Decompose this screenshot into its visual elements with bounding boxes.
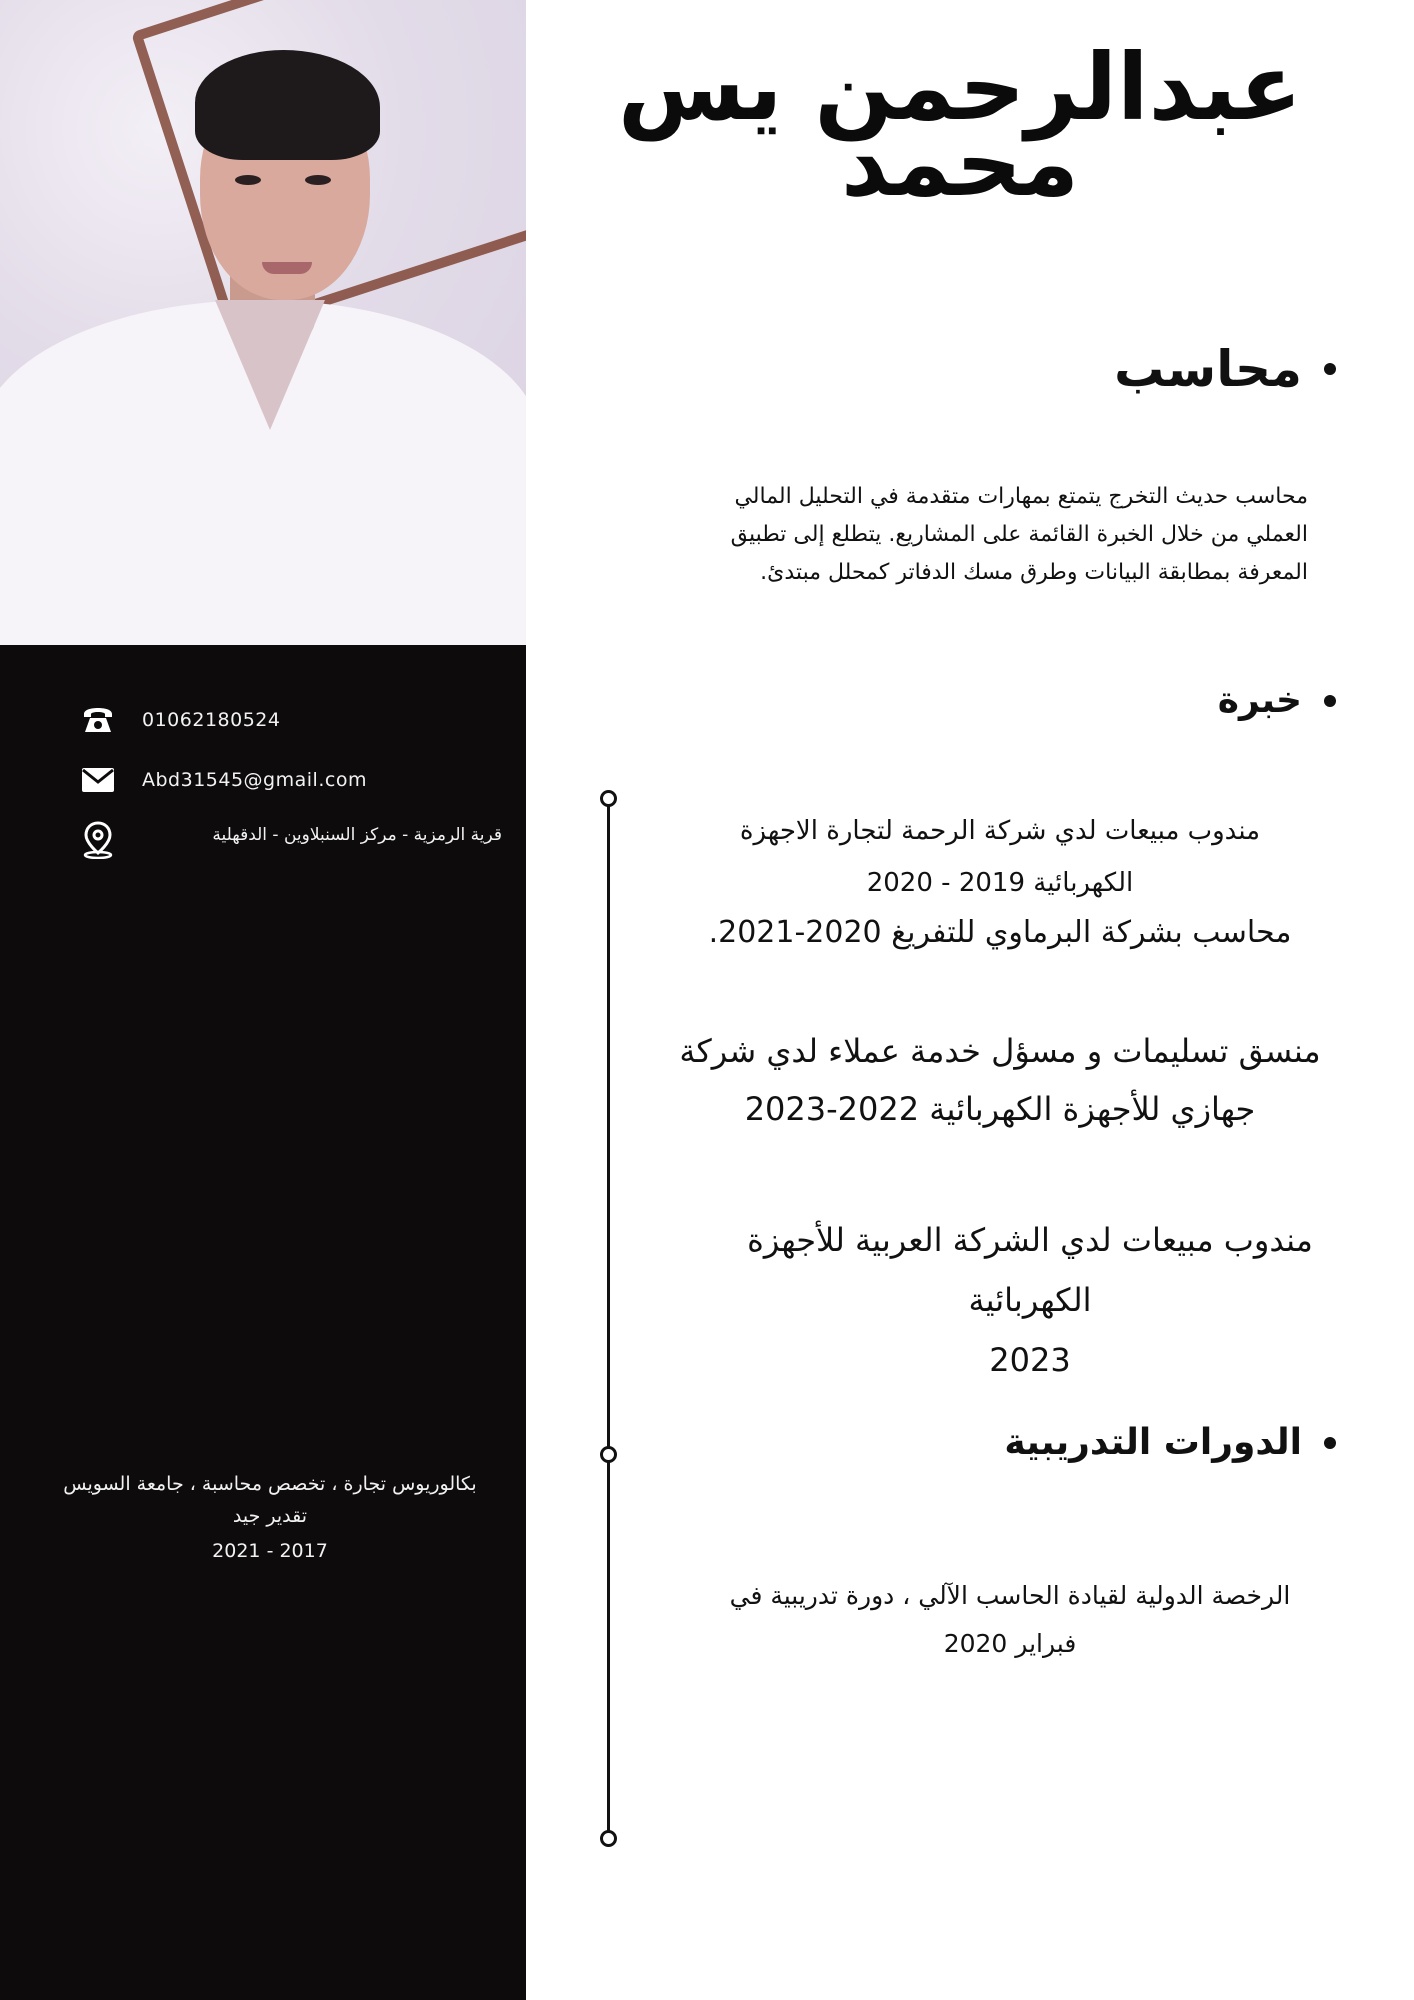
email-address[interactable]: Abd31545@gmail.com <box>142 769 367 791</box>
timeline-node <box>600 1446 617 1463</box>
profile-summary: محاسب حديث التخرج يتمتع بمهارات متقدمة في التحليل المالي العملي من خلال الخبرة القائمة على المشاريع. يتطلع إلى تطبيق المعرفة بمطابقة البيانات وطرق مسك الدفاتر كمحلل مبتدئ. <box>730 484 1308 585</box>
bullet-icon <box>1324 1437 1336 1449</box>
training-item: الرخصة الدولية لقيادة الحاسب الآلي ، دورة تدريبية في فبراير 2020 <box>729 1581 1291 1658</box>
education-years: 2017 - 2021 <box>212 1540 328 1562</box>
bullet-icon <box>1324 695 1336 707</box>
contact-address <box>80 822 520 882</box>
sidebar <box>0 0 526 2000</box>
location-pin-icon <box>80 822 116 858</box>
timeline-line <box>607 800 610 1840</box>
timeline-node <box>600 1830 617 1847</box>
experience-heading: خبرة <box>1218 680 1336 721</box>
contact-email <box>80 760 520 800</box>
experience-item: مندوب مبيعات لدي شركة الرحمة لتجارة الاجهزة الكهربائية 2019 - 2020 <box>739 816 1261 898</box>
address-text: قرية الرمزية - مركز السنبلاوين - الدقهلية <box>212 825 502 845</box>
experience-item: محاسب بشركة البرماوي للتفريغ 2020-2021. <box>708 915 1292 950</box>
experience-item: منسق تسليمات و مسؤل خدمة عملاء لدي شركة جهازي للأجهزة الكهربائية 2022-2023 <box>679 1032 1321 1128</box>
phone-icon <box>80 702 116 738</box>
experience-item: مندوب مبيعات لدي الشركة العربية للأجهزة الكهربائية 2023 <box>747 1221 1313 1379</box>
education-degree: بكالوريوس تجارة ، تخصص محاسبة ، جامعة السويس تقدير جيد <box>63 1473 477 1527</box>
bullet-icon <box>1324 363 1336 375</box>
mail-icon <box>80 762 116 798</box>
training-heading: الدورات التدريبية <box>1004 1422 1336 1463</box>
profile-photo <box>0 0 526 645</box>
person-name: عبدالرحمن يس محمد <box>617 34 1303 217</box>
contact-phone <box>80 700 520 740</box>
timeline-node <box>600 790 617 807</box>
phone-number[interactable]: 01062180524 <box>142 709 281 731</box>
job-title: محاسب <box>1114 340 1336 398</box>
